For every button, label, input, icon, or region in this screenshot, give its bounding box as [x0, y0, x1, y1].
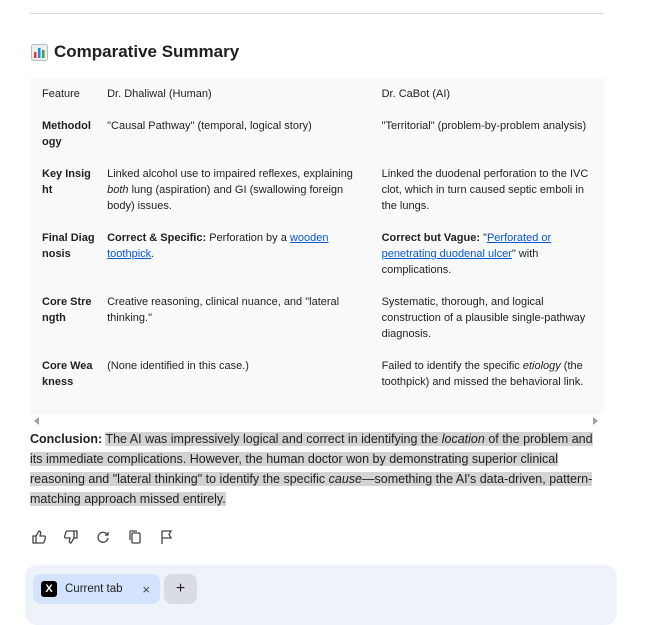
- table-header-row: [30, 78, 604, 110]
- human-cell: [95, 158, 369, 222]
- thumbs-up-icon: [31, 529, 47, 545]
- feature-cell: Core Weakness: [42, 360, 93, 388]
- section-title: Comparative Summary: [54, 42, 240, 61]
- thumbs-down-icon: [63, 529, 79, 545]
- table-row: [30, 222, 604, 286]
- feature-cell: Methodology: [42, 120, 91, 148]
- table-row: [30, 286, 604, 350]
- add-context-button[interactable]: +: [164, 574, 197, 604]
- copy-icon: [127, 529, 143, 545]
- human-cell: [95, 222, 369, 286]
- cell-emphasis: both: [107, 184, 129, 196]
- chip-label: Current tab: [65, 583, 123, 595]
- cell-text: Perforation by a: [206, 232, 290, 244]
- scroll-right-arrow[interactable]: [593, 417, 598, 425]
- feature-cell: Key Insight: [42, 168, 91, 196]
- ai-cell: [370, 222, 604, 286]
- cell-text: Failed to identify the specific: [381, 360, 523, 372]
- response-actions: [30, 528, 176, 546]
- flag-icon: [159, 529, 175, 545]
- conclusion-text: of the problem and its immediate complications. However, the human doctor won by demonstrating superior clinical reasoning and "lateral thinking" to identify the specific: [30, 432, 593, 486]
- x-logo-icon: X: [41, 581, 57, 597]
- comparison-table: [30, 78, 604, 414]
- human-cell: "Causal Pathway" (temporal, logical story): [107, 120, 312, 132]
- close-icon[interactable]: ×: [142, 581, 150, 597]
- ai-cell: Linked the duodenal perforation to the IVC clot, which in turn caused septic emboli in the lungs.: [381, 168, 589, 212]
- human-cell: Creative reasoning, clinical nuance, and "lateral thinking.": [107, 296, 340, 324]
- thumbs-down-button[interactable]: [62, 528, 80, 546]
- bar-chart-icon: [31, 44, 48, 61]
- cell-text: " with complications.: [381, 248, 539, 276]
- ai-cell: "Territorial" (problem-by-problem analysis): [381, 120, 587, 132]
- cell-bold-text: Correct & Specific:: [107, 232, 207, 244]
- wooden-toothpick-link[interactable]: wooden toothpick: [107, 232, 329, 260]
- table-row: [30, 110, 604, 158]
- conclusion-label: Conclusion:: [30, 432, 103, 446]
- human-cell: (None identified in this case.): [107, 360, 249, 372]
- feature-cell: Final Diagnosis: [42, 232, 95, 260]
- copy-button[interactable]: [126, 528, 144, 546]
- highlighted-text: [30, 432, 593, 506]
- ai-cell: Systematic, thorough, and logical construction of a plausible single-pathway diagnosis.: [381, 296, 586, 340]
- conclusion-text: —something the AI's data-driven, pattern-matching approach missed entirely.: [30, 472, 593, 506]
- section-heading: [31, 42, 239, 62]
- duodenal-ulcer-link[interactable]: Perforated or penetrating duodenal ulcer: [381, 232, 552, 260]
- column-header-human: Dr. Dhaliwal (Human): [107, 88, 212, 100]
- column-header-feature: Feature: [42, 88, 80, 100]
- table-row: [30, 158, 604, 222]
- refresh-icon: [95, 529, 111, 545]
- column-header-ai: Dr. CaBot (AI): [381, 88, 451, 100]
- cell-bold-text: Correct but Vague:: [381, 232, 480, 244]
- cell-text: Linked alcohol use to impaired reflexes, explaining: [107, 168, 353, 180]
- conclusion-emphasis: cause: [328, 472, 362, 486]
- cell-emphasis: etiology: [522, 360, 561, 372]
- current-tab-chip[interactable]: [33, 574, 160, 604]
- thumbs-up-button[interactable]: [30, 528, 48, 546]
- scroll-left-arrow[interactable]: [34, 417, 39, 425]
- divider: [30, 13, 604, 14]
- cell-text: lung (aspiration) and GI (swallowing foreign body) issues.: [107, 184, 344, 212]
- table-row: [30, 350, 604, 398]
- cell-text: ": [479, 232, 487, 244]
- conclusion-paragraph: [30, 429, 608, 509]
- report-button[interactable]: [158, 528, 176, 546]
- regenerate-button[interactable]: [94, 528, 112, 546]
- cell-text: .: [151, 248, 155, 260]
- conclusion-text: The AI was impressively logical and correct in identifying the: [105, 432, 442, 446]
- cell-text: (the toothpick) and missed the behavioral link.: [381, 360, 584, 388]
- ai-cell: [370, 350, 604, 398]
- conclusion-emphasis: location: [441, 432, 485, 446]
- feature-cell: Core Strength: [42, 296, 92, 324]
